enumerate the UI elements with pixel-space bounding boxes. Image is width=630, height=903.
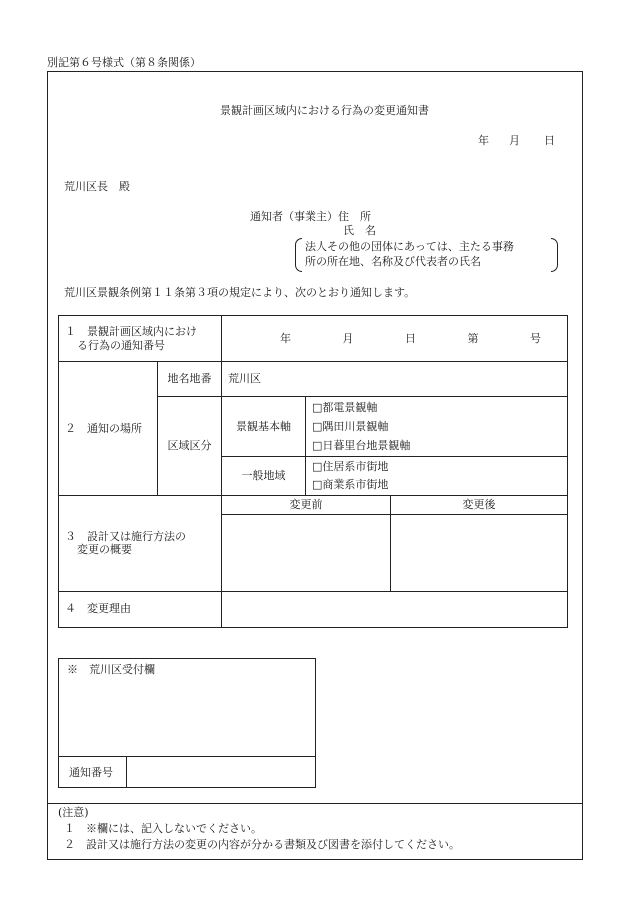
note-item-2: ２ 設計又は施行方法の変更の内容が分かる書類及び図書を添付してください。 <box>64 838 460 851</box>
after-header: 変更後 <box>391 496 568 515</box>
row3-label: ３ 設計又は施行方法の 変更の概要 <box>59 496 222 592</box>
kihon-label: 景観基本軸 <box>222 397 306 457</box>
chimei-label: 地名地番 <box>158 362 222 397</box>
before-header: 変更前 <box>222 496 391 515</box>
notes-heading: (注意) <box>58 806 89 819</box>
intro-text: 荒川区景観条例第１１条第３項の規定により、次のとおり通知します。 <box>64 286 416 299</box>
after-content[interactable] <box>391 514 568 591</box>
note-item-1: １ ※欄には、記入しないでください。 <box>64 822 262 835</box>
form-title: 景観計画区域内における行為の変更通知書 <box>220 104 429 117</box>
checkbox-shogyo[interactable]: □商業系市街地 <box>312 478 389 491</box>
notifier-note-line2: 所の所在地、名称及び代表者の氏名 <box>305 255 481 268</box>
kihon-options <box>306 397 568 457</box>
checkbox-sumidagawa[interactable]: □隅田川景観軸 <box>312 420 389 433</box>
receipt-number-label: 通知番号 <box>69 766 113 779</box>
row2-label: ２ 通知の場所 <box>59 362 158 496</box>
checkbox-nippori[interactable]: □日暮里台地景観軸 <box>312 439 411 452</box>
form-number: 別記第６号様式（第８条関係） <box>47 56 201 69</box>
row1-value[interactable]: 年 月 日 第 号 <box>222 316 568 362</box>
notification-table <box>58 315 568 628</box>
date-year: 年 <box>478 134 489 147</box>
row-notification-number <box>59 316 568 362</box>
row4-label: ４ 変更理由 <box>59 591 222 627</box>
bracket-right <box>551 238 558 272</box>
reason-content[interactable] <box>222 591 568 627</box>
chimei-value[interactable]: 荒川区 <box>222 362 568 397</box>
receipt-box <box>58 658 316 788</box>
addressee: 荒川区長 殿 <box>64 180 130 193</box>
notifier-address-label: 通知者（事業主）住 所 <box>250 210 371 223</box>
checkbox-toden[interactable]: □都電景観軸 <box>312 401 378 414</box>
before-content[interactable] <box>222 514 391 591</box>
ippan-options <box>306 457 568 496</box>
notifier-name-label: 氏 名 <box>343 224 376 237</box>
kubun-label: 区域区分 <box>158 397 222 496</box>
bracket-left <box>295 238 302 272</box>
date-day: 日 <box>544 134 555 147</box>
date-month: 月 <box>509 134 520 147</box>
receipt-title: ※ 荒川区受付欄 <box>67 663 155 676</box>
row1-label: １ 景観計画区域内におけ る行為の通知番号 <box>59 316 222 362</box>
notifier-note-line1: 法人その他の団体にあっては、主たる事務 <box>305 240 514 253</box>
checkbox-jukyo[interactable]: □住居系市街地 <box>312 460 389 473</box>
notes-divider <box>47 803 583 804</box>
ippan-label: 一般地域 <box>222 457 306 496</box>
